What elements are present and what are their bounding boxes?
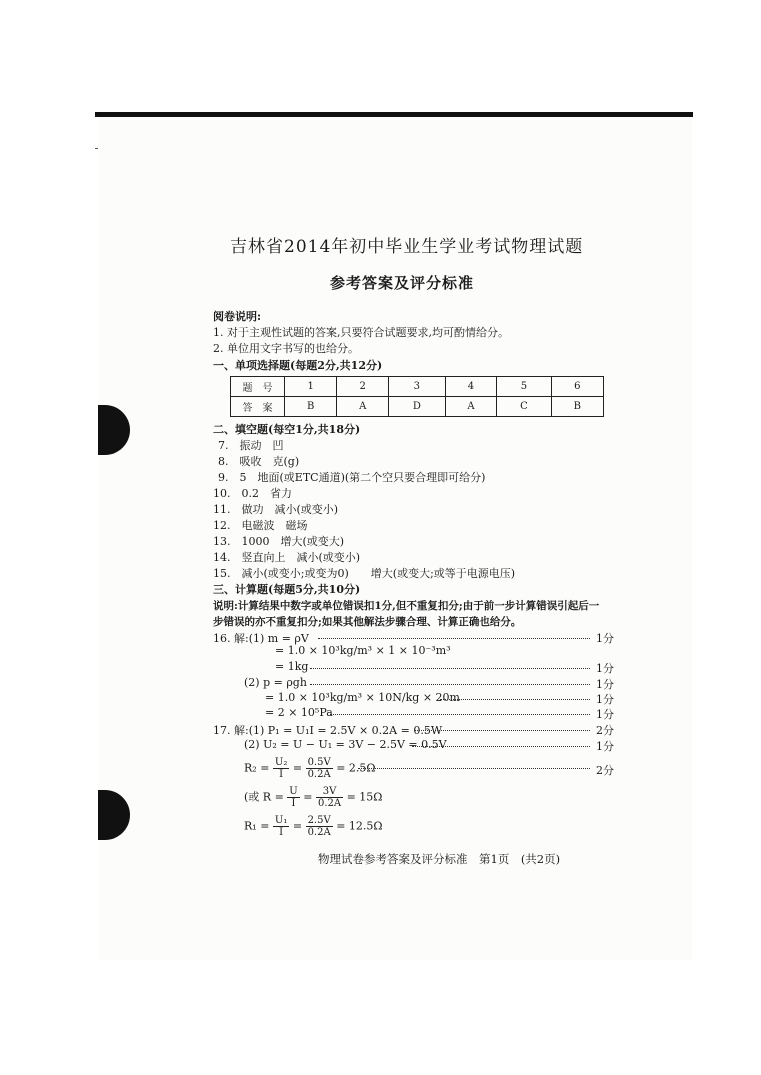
score-label: 1分 xyxy=(596,693,614,706)
section3-note-line-1: 说明:计算结果中数字或单位错误扣1分,但不重复扣分;由于前一步计算错误引起后一 xyxy=(213,600,600,612)
document-title: 吉林省2014年初中毕业生学业考试物理试题 xyxy=(230,237,584,257)
equals-sign: = xyxy=(292,819,303,833)
question-number: 1 xyxy=(285,377,337,397)
equation-lhs: R₁ = xyxy=(244,819,270,833)
q17-alternative-total-resistance xyxy=(244,786,382,809)
leader-dots xyxy=(330,714,590,715)
leader-dots xyxy=(310,668,590,669)
answer-cell: A xyxy=(445,397,497,417)
numerator: 2.5V xyxy=(307,815,331,826)
denominator: 0.2A xyxy=(307,769,331,780)
fill-answer-13: 13. 1000 增大(或变大) xyxy=(213,535,345,548)
leader-dots xyxy=(310,684,590,685)
table-row-label: 题 号 xyxy=(231,377,285,397)
q16-formula-mass: 16. 解:(1) m = ρV xyxy=(213,632,309,645)
table-row-label: 答 案 xyxy=(231,397,285,417)
numerator: 3V xyxy=(316,786,343,798)
numerator: 0.5V xyxy=(307,757,331,768)
numerator: U xyxy=(289,786,298,797)
q16-line-2: = 1.0 × 10³kg/m³ × 1 × 10⁻³m³ xyxy=(275,644,451,657)
equation-result: = 15Ω xyxy=(346,790,383,804)
fill-answer-12: 12. 电磁波 磁场 xyxy=(213,519,308,532)
numerator: U₁ xyxy=(274,815,288,826)
q17-resistance-r1 xyxy=(244,815,383,838)
fraction xyxy=(306,757,333,780)
answer-cell: A xyxy=(337,397,389,417)
question-number: 2 xyxy=(337,377,389,397)
page-footer: 物理试卷参考答案及评分标准 第1页 (共2页) xyxy=(318,852,561,866)
answer-row xyxy=(231,397,604,417)
answer-table xyxy=(230,376,604,417)
question-number-row xyxy=(231,377,604,397)
score-label: 1分 xyxy=(596,678,614,691)
denominator: 0.2A xyxy=(307,827,331,838)
equals-sign: = xyxy=(292,761,303,775)
leader-dots xyxy=(412,746,590,747)
fill-answer-8: 8. 吸收 克(g) xyxy=(218,455,300,468)
fraction xyxy=(306,815,333,838)
leader-dots xyxy=(440,699,590,700)
score-label: 1分 xyxy=(596,632,614,645)
denominator: I xyxy=(279,769,284,780)
score-label: 1分 xyxy=(596,662,614,675)
equals-sign: = xyxy=(303,790,313,804)
denominator: I xyxy=(279,827,284,838)
equation-lhs: R₂ = xyxy=(244,761,270,775)
fill-answer-10: 10. 0.2 省力 xyxy=(213,487,292,500)
fill-answer-15: 15. 减小(或变小;或变为0) 增大(或变大;或等于电源电压) xyxy=(213,567,516,580)
instructions-heading: 阅卷说明: xyxy=(213,310,262,323)
fill-answer-14: 14. 竖直向上 减小(或变小) xyxy=(213,551,361,564)
fraction xyxy=(273,757,289,780)
question-number: 4 xyxy=(445,377,497,397)
fill-answer-11: 11. 做功 减小(或变小) xyxy=(213,503,339,516)
q16-line-6: = 2 × 10⁵Pa xyxy=(265,706,333,719)
denominator: I xyxy=(291,798,296,809)
answer-cell: C xyxy=(497,397,551,417)
q16-line-3: = 1kg xyxy=(275,660,309,673)
fill-answer-7: 7. 振动 凹 xyxy=(218,439,284,452)
leader-dots xyxy=(318,638,590,639)
leader-dots xyxy=(415,730,590,731)
document-subtitle: 参考答案及评分标准 xyxy=(330,274,475,292)
q16-line-4: (2) p = ρgh xyxy=(244,676,307,689)
denominator: 0.2A xyxy=(317,798,342,809)
question-number: 5 xyxy=(497,377,551,397)
section1-heading: 一、单项选择题(每题2分,共12分) xyxy=(213,359,383,372)
instruction-item-2: 2. 单位用文字书写的也给分。 xyxy=(213,342,359,355)
section3-note-line-2: 步错误的亦不重复扣分;如果其他解法步骤合理、计算正确也给分。 xyxy=(213,616,522,628)
section3-heading: 三、计算题(每题5分,共10分) xyxy=(213,583,361,596)
score-label: 1分 xyxy=(596,740,614,753)
q16-line-5: = 1.0 × 10³kg/m³ × 10N/kg × 20m xyxy=(265,691,460,704)
equation-lhs: (或 R = xyxy=(244,790,284,804)
score-label: 2分 xyxy=(596,764,614,777)
numerator: U₂ xyxy=(274,757,288,768)
equation-result: = 2.5Ω xyxy=(336,761,376,775)
q17-line-1: 17. 解:(1) P₁ = U₁I = 2.5V × 0.2A = 0.5W xyxy=(213,724,443,737)
leader-dots xyxy=(358,768,590,769)
answer-cell: D xyxy=(389,397,446,417)
section2-heading: 二、填空题(每空1分,共18分) xyxy=(213,423,361,436)
question-number: 6 xyxy=(551,377,603,397)
score-label: 1分 xyxy=(596,708,614,721)
fraction xyxy=(273,815,289,838)
fraction xyxy=(287,786,299,809)
answer-cell: B xyxy=(551,397,603,417)
question-number: 3 xyxy=(389,377,446,397)
answer-cell: B xyxy=(285,397,337,417)
instruction-item-1: 1. 对于主观性试题的答案,只要符合试题要求,均可酌情给分。 xyxy=(213,326,509,339)
q17-line-2: (2) U₂ = U − U₁ = 3V − 2.5V = 0.5V xyxy=(244,738,447,751)
q17-resistance-r2 xyxy=(244,757,376,780)
equation-result: = 12.5Ω xyxy=(336,819,383,833)
fill-answer-9: 9. 5 地面(或ETC通道)(第二个空只要合理即可给分) xyxy=(218,471,486,484)
fraction xyxy=(316,786,343,809)
score-label: 2分 xyxy=(596,724,614,737)
